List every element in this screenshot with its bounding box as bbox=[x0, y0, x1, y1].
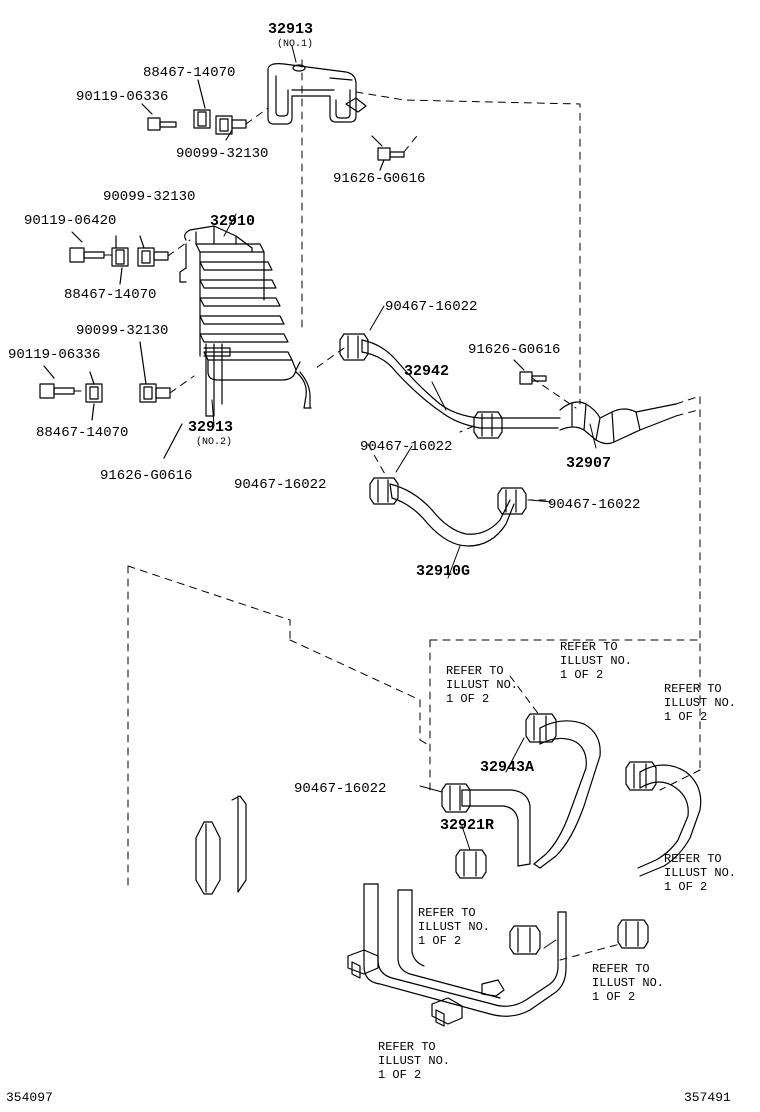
refer-note-2-line3: 1 OF 2 bbox=[446, 692, 490, 706]
refer-note-1-line2: ILLUST NO. bbox=[560, 654, 633, 668]
refer-note-5-line1: REFER TO bbox=[418, 906, 476, 920]
washer-90099-32130-mid bbox=[138, 236, 168, 266]
part-label-90099-32130-b: 90099-32130 bbox=[103, 189, 196, 205]
part-label-91626-G0616-a: 91626-G0616 bbox=[333, 171, 426, 187]
part-label-90119-06336-b: 90119-06336 bbox=[8, 347, 101, 363]
refer-note-1-line3: 1 OF 2 bbox=[560, 668, 604, 682]
washer-90099-32130-low bbox=[140, 342, 170, 402]
part-sublabel-no2: (NO.2) bbox=[196, 437, 233, 448]
part-label-32910G: 32910G bbox=[416, 563, 471, 580]
part-label-90119-06336-a: 90119-06336 bbox=[76, 89, 169, 105]
refer-note-4-line3: 1 OF 2 bbox=[664, 880, 708, 894]
refer-note-3-line1: REFER TO bbox=[664, 682, 722, 696]
refer-note-4-line2: ILLUST NO. bbox=[664, 866, 737, 880]
part-label-90467-16022-d: 90467-16022 bbox=[548, 497, 641, 513]
clamp-32921R bbox=[456, 850, 486, 878]
part-label-90099-32130-a: 90099-32130 bbox=[176, 146, 269, 162]
washer-90099-32130-top bbox=[216, 116, 246, 140]
hose-32910G bbox=[390, 484, 514, 546]
part-label-90467-16022-a: 90467-16022 bbox=[385, 299, 478, 315]
diagram-code-right: 357491 bbox=[684, 1090, 731, 1105]
refer-note-7-line2: ILLUST NO. bbox=[378, 1054, 451, 1068]
refer-note-5-line3: 1 OF 2 bbox=[418, 934, 462, 948]
refer-note-3-line2: ILLUST NO. bbox=[664, 696, 737, 710]
bolt-91626-G0616-top bbox=[372, 136, 404, 170]
refer-note-1-line1: REFER TO bbox=[560, 640, 618, 654]
part-label-88467-14070-a: 88467-14070 bbox=[143, 65, 236, 81]
part-label-91626-G0616-c: 91626-G0616 bbox=[100, 468, 193, 484]
oil-cooler-32910 bbox=[180, 226, 311, 416]
part-label-32942: 32942 bbox=[404, 363, 450, 380]
bolt-88467-14070-top bbox=[194, 80, 210, 128]
refer-note-2-line2: ILLUST NO. bbox=[446, 678, 519, 692]
part-label-90119-06420: 90119-06420 bbox=[24, 213, 117, 229]
clamp-right-lower bbox=[626, 762, 656, 790]
part-label-90467-16022-b: 90467-16022 bbox=[360, 439, 453, 455]
part-label-32910: 32910 bbox=[210, 213, 256, 230]
part-label-90467-16022-e: 90467-16022 bbox=[294, 781, 387, 797]
part-label-32943A: 32943A bbox=[480, 759, 535, 776]
part-label-32913-no1: 32913 bbox=[268, 21, 314, 38]
bolt-91626-G0616-mid bbox=[514, 360, 546, 384]
refer-note-3-line3: 1 OF 2 bbox=[664, 710, 708, 724]
bolt-90119-06336-top bbox=[142, 104, 176, 130]
part-sublabel-no1: (NO.1) bbox=[277, 39, 314, 50]
clamp-90467-16022-a bbox=[340, 334, 368, 360]
diagram-code-left: 354097 bbox=[6, 1090, 53, 1105]
refer-note-7-line3: 1 OF 2 bbox=[378, 1068, 422, 1082]
bolt-90119-06420 bbox=[70, 232, 104, 262]
refer-note-2-line1: REFER TO bbox=[446, 664, 504, 678]
clamp-90467-16022-b bbox=[474, 412, 502, 438]
refer-note-5-line2: ILLUST NO. bbox=[418, 920, 491, 934]
part-label-32907: 32907 bbox=[566, 455, 612, 472]
bolt-90119-06336-low bbox=[40, 366, 74, 398]
refer-note-6-line1: REFER TO bbox=[592, 962, 650, 976]
refer-note-6-line2: ILLUST NO. bbox=[592, 976, 665, 990]
clamp-90467-16022-c bbox=[370, 478, 398, 504]
refer-note-4-line1: REFER TO bbox=[664, 852, 722, 866]
part-label-32921R: 32921R bbox=[440, 817, 495, 834]
bolt-91626-G0616-low bbox=[164, 424, 182, 458]
part-label-88467-14070-c: 88467-14070 bbox=[36, 425, 129, 441]
part-label-90467-16022-c: 90467-16022 bbox=[234, 477, 327, 493]
vehicle-frame-outline bbox=[196, 796, 246, 894]
part-label-88467-14070-b: 88467-14070 bbox=[64, 287, 157, 303]
bolt-88467-14070-low bbox=[86, 372, 102, 420]
union-32907 bbox=[560, 402, 676, 444]
clamp-bottom-center bbox=[510, 926, 540, 954]
refer-note-6-line3: 1 OF 2 bbox=[592, 990, 636, 1004]
clamp-right-bottom bbox=[618, 920, 648, 948]
part-label-90099-32130-c: 90099-32130 bbox=[76, 323, 169, 339]
refer-note-7-line1: REFER TO bbox=[378, 1040, 436, 1054]
clamp-90467-16022-e bbox=[442, 784, 470, 812]
part-label-32913-no2: 32913 bbox=[188, 419, 234, 436]
part-label-91626-G0616-b: 91626-G0616 bbox=[468, 342, 561, 358]
hose-32943A bbox=[534, 721, 600, 868]
bolt-88467-14070-mid bbox=[112, 236, 128, 284]
bracket-32913-no1 bbox=[268, 64, 366, 124]
